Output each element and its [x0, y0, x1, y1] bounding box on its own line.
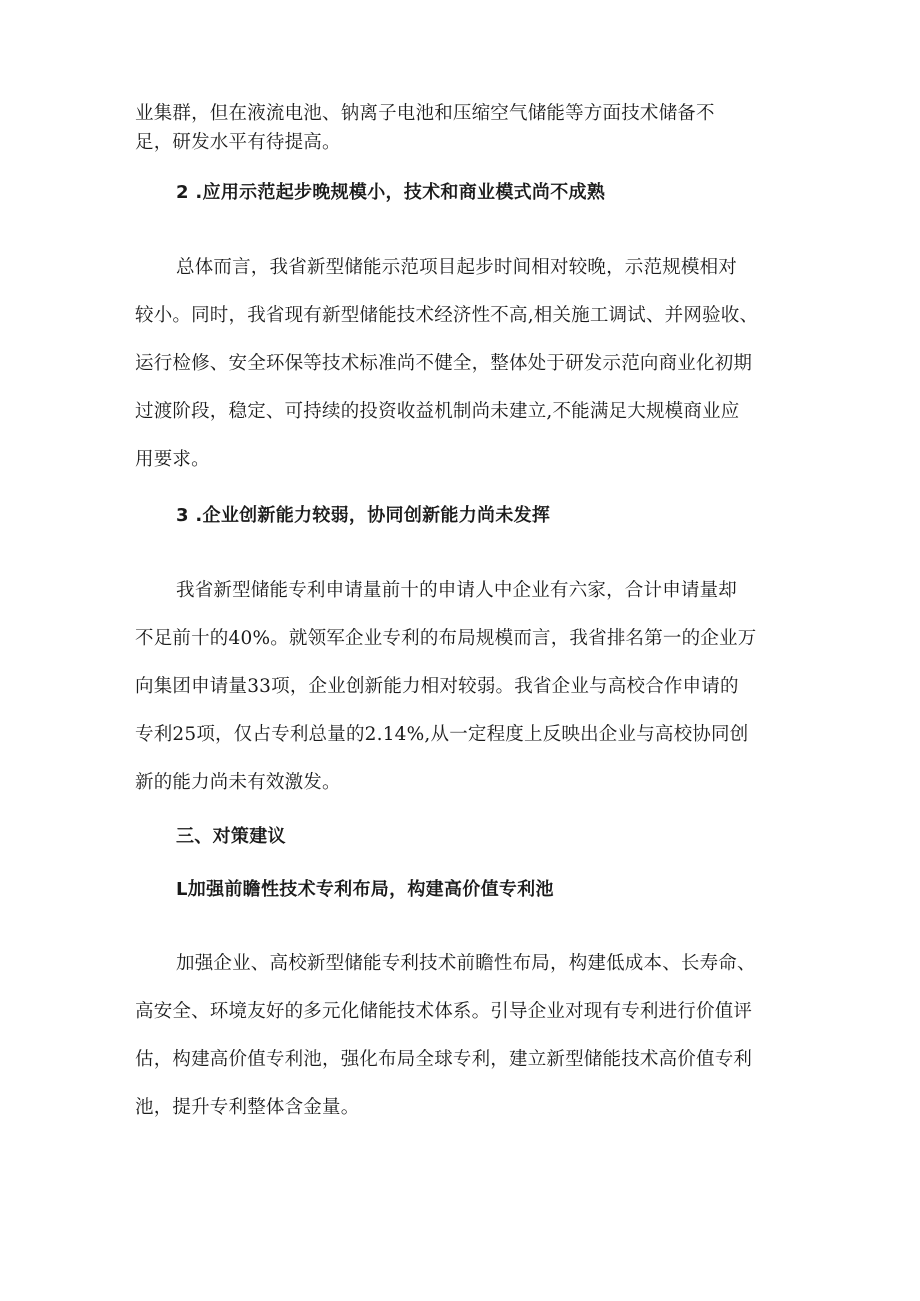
part-heading-3: 三、对策建议 — [176, 826, 286, 847]
paragraph-line: 不足前十的40%。就领军企业专利的布局规模而言，我省排名第一的企业万 — [135, 628, 757, 649]
paragraph-line: 业集群，但在液流电池、钠离子电池和压缩空气储能等方面技术储备不 — [135, 103, 715, 124]
paragraph-line: 我省新型储能专利申请量前十的申请人中企业有六家，合计申请量却 — [176, 580, 738, 601]
paragraph-line: 加强企业、高校新型储能专利技术前瞻性布局，构建低成本、长寿命、 — [176, 953, 756, 974]
paragraph-line: 过渡阶段，稳定、可持续的投资收益机制尚未建立,不能满足大规模商业应 — [135, 401, 740, 422]
paragraph-line: 池，提升专利整体含金量。 — [135, 1097, 360, 1118]
paragraph-line: 运行检修、安全环保等技术标准尚不健全，整体处于研发示范向商业化初期 — [135, 353, 753, 374]
section-heading-2: 2 .应用示范起步晚规模小，技术和商业模式尚不成熟 — [176, 182, 606, 203]
paragraph-line: 新的能力尚未有效激发。 — [135, 772, 341, 793]
suggestion-heading-1: L加强前瞻性技术专利布局，构建高价值专利池 — [176, 879, 554, 900]
paragraph-line: 向集团申请量33项，企业创新能力相对较弱。我省企业与高校合作申请的 — [135, 676, 739, 697]
paragraph-line: 专利25项，仅占专利总量的2.14%,从一定程度上反映出企业与高校协同创 — [135, 724, 749, 745]
paragraph-line: 总体而言，我省新型储能示范项目起步时间相对较晚，示范规模相对 — [176, 257, 738, 278]
paragraph-line: 用要求。 — [135, 449, 210, 470]
section-heading-3: 3 .企业创新能力较弱，协同创新能力尚未发挥 — [176, 505, 551, 526]
paragraph-line: 足，研发水平有待提高。 — [135, 132, 341, 153]
paragraph-line: 高安全、环境友好的多元化储能技术体系。引导企业对现有专利进行价值评 — [135, 1001, 753, 1022]
paragraph-line: 较小。同时，我省现有新型储能技术经济性不高,相关施工调试、并网验收、 — [135, 305, 759, 326]
paragraph-line: 估，构建高价值专利池，强化布局全球专利，建立新型储能技术高价值专利 — [135, 1049, 753, 1070]
